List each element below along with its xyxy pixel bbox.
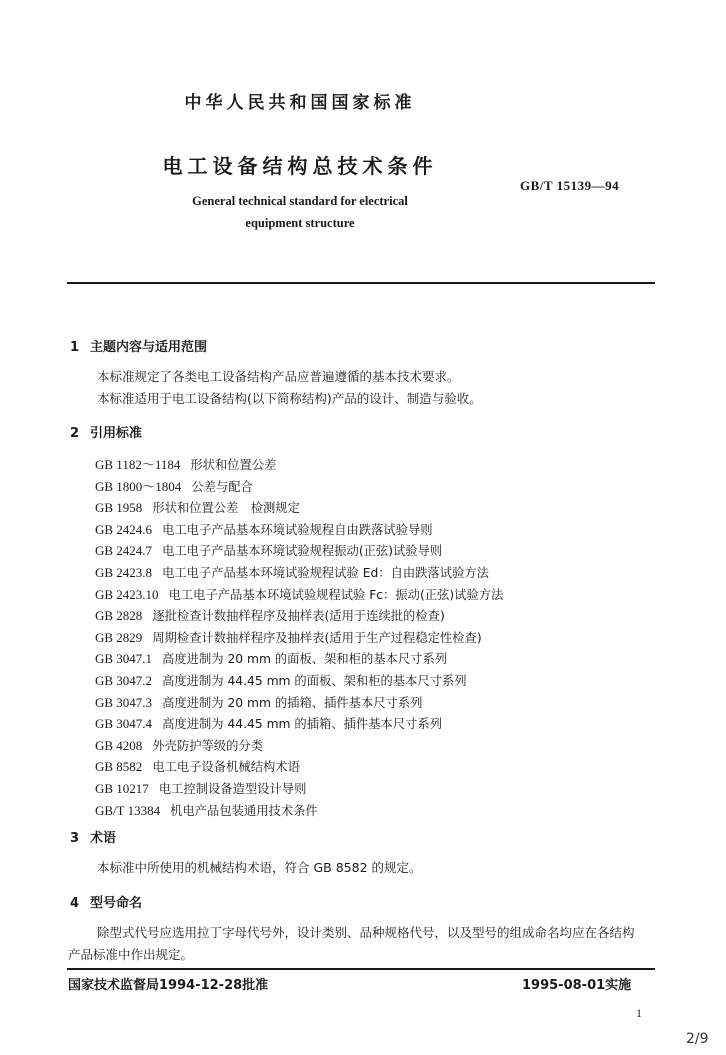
- reference-title: 高度进制为 20 mm 的插箱、插件基本尺寸系列: [162, 695, 423, 710]
- reference-title: 电工电子产品基本环境试验规程试验 Ed：自由跌落试验方法: [162, 565, 489, 580]
- section-1-heading: [70, 336, 207, 355]
- reference-list: [95, 454, 503, 821]
- reference-item: [95, 497, 503, 519]
- section-4-number: 4: [70, 896, 80, 911]
- reference-code: GB 3047.3: [95, 694, 153, 710]
- section-1-paragraph-1: 本标准规定了各类电工设备结构产品应普遍遵循的基本技术要求。: [97, 369, 460, 384]
- reference-item: [95, 670, 503, 692]
- standard-title-cn: 电工设备结构总技术条件: [162, 154, 438, 178]
- section-3-heading: [70, 827, 116, 846]
- viewer-page-indicator: 2/9: [686, 1031, 709, 1047]
- reference-item: [95, 627, 503, 649]
- reference-code: GB 2829: [95, 629, 143, 645]
- reference-title: 高度进制为 20 mm 的面板、架和柜的基本尺寸系列: [162, 652, 448, 667]
- reference-code: GB 2423.8: [95, 564, 153, 580]
- reference-code: GB 1182～1184: [95, 457, 181, 472]
- section-4-paragraph-line2: 产品标准中作出规定。: [68, 947, 194, 962]
- section-3-number: 3: [70, 831, 80, 846]
- reference-code: GB/T 13384: [95, 802, 161, 818]
- section-4-title: 型号命名: [90, 896, 143, 911]
- reference-item: [95, 605, 503, 627]
- reference-item: [95, 778, 503, 800]
- section-1-paragraph-2: 本标准适用于电工设备结构(以下简称结构)产品的设计、制造与验收。: [97, 391, 482, 406]
- reference-code: GB 2424.6: [95, 521, 153, 537]
- reference-code: GB 1800～1804: [95, 478, 182, 494]
- reference-code: GB 2828: [95, 608, 143, 624]
- reference-title: 外壳防护等级的分类: [152, 738, 263, 753]
- section-2-title: 引用标准: [90, 426, 143, 441]
- reference-item: [95, 519, 503, 541]
- reference-item: [95, 562, 503, 584]
- reference-title: 电工电子设备机械结构术语: [152, 760, 300, 775]
- reference-code: GB 4208: [95, 737, 143, 753]
- reference-item: [95, 540, 503, 562]
- reference-item: [95, 476, 503, 498]
- issuer-title: 中华人民共和国国家标准: [184, 93, 416, 113]
- section-4-heading: [70, 892, 142, 911]
- reference-item: [95, 692, 503, 714]
- section-2-heading: [70, 422, 142, 441]
- implementation-date: 1995-08-01实施: [522, 978, 632, 993]
- reference-title: 电工电子产品基本环境试验规程自由跌落试验导则: [162, 522, 433, 537]
- reference-code: GB 1958: [95, 500, 143, 516]
- header-divider: [67, 282, 655, 284]
- section-1-number: 1: [70, 340, 80, 355]
- reference-item: [95, 713, 503, 735]
- reference-title: 形状和位置公差 检测规定: [152, 501, 300, 516]
- reference-code: GB 2424.7: [95, 543, 153, 559]
- standard-title-en-line2: equipment structure: [245, 216, 355, 230]
- reference-title: 机电产品包装通用技术条件: [170, 803, 318, 818]
- reference-title: 电工控制设备造型设计导则: [158, 781, 307, 796]
- section-1-title: 主题内容与适用范围: [90, 340, 208, 355]
- reference-item: [95, 800, 503, 822]
- reference-title: 公差与配合: [191, 479, 253, 494]
- reference-item: [95, 648, 503, 670]
- standard-number: GB/T 15139—94: [520, 178, 620, 193]
- reference-item: [95, 584, 503, 606]
- reference-code: GB 2423.10: [95, 586, 159, 602]
- reference-title: 电工电子产品基本环境试验规程振动(正弦)试验导则: [162, 544, 443, 559]
- section-2-number: 2: [70, 426, 80, 441]
- reference-code: GB 3047.4: [95, 716, 153, 732]
- footer-divider: [67, 968, 655, 970]
- reference-code: GB 8582: [95, 759, 143, 775]
- reference-title: 高度进制为 44.45 mm 的面板、架和柜的基本尺寸系列: [162, 673, 467, 688]
- reference-title: 电工电子产品基本环境试验规程试验 Fc：振动(正弦)试验方法: [168, 587, 504, 602]
- reference-code: GB 10217: [95, 780, 149, 796]
- section-3-paragraph: 本标准中所使用的机械结构术语，符合 GB 8582 的规定。: [97, 860, 422, 875]
- section-3-title: 术语: [90, 831, 117, 846]
- reference-code: GB 3047.2: [95, 672, 153, 688]
- reference-title: 周期检查计数抽样程序及抽样表(适用于生产过程稳定性检查): [152, 630, 482, 645]
- reference-item: [95, 756, 503, 778]
- reference-title: 逐批检查计数抽样程序及抽样表(适用于连续批的检查): [152, 609, 445, 624]
- approval-date: 国家技术监督局1994-12-28批准: [68, 978, 269, 993]
- reference-item: [95, 735, 503, 757]
- section-4-paragraph-line1: 除型式代号应选用拉丁字母代号外，设计类别、品种规格代号，以及型号的组成命名均应在各结构: [97, 925, 635, 940]
- reference-item: [95, 454, 503, 476]
- standard-title-en-line1: General technical standard for electrical: [192, 194, 408, 208]
- reference-code: GB 3047.1: [95, 651, 153, 667]
- reference-title: 高度进制为 44.45 mm 的插箱、插件基本尺寸系列: [162, 717, 442, 732]
- page-number: 1: [636, 1006, 642, 1020]
- reference-title: 形状和位置公差: [190, 458, 277, 472]
